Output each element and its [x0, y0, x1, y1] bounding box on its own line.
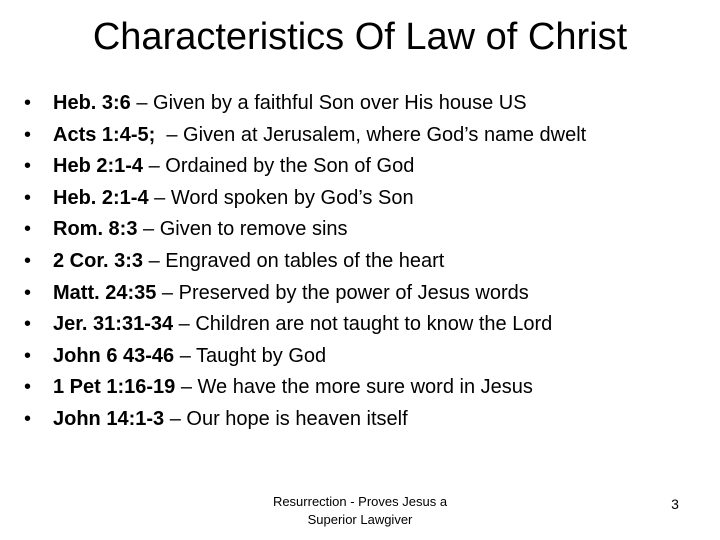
- list-item: [24, 151, 714, 183]
- list-item: [24, 372, 714, 404]
- bullet-text: – Preserved by the power of Jesus words: [156, 281, 529, 304]
- list-item: [24, 120, 714, 152]
- scripture-reference: 2 Cor. 3:3: [53, 249, 144, 272]
- bullet-text: – Word spoken by God’s Son: [148, 186, 414, 209]
- bullet-text: – Ordained by the Son of God: [143, 155, 415, 178]
- bullet-text: – Children are not taught to know the Lord: [173, 313, 553, 336]
- slide-title: Characteristics Of Law of Christ: [92, 16, 628, 58]
- scripture-reference: Acts 1:4-5;: [53, 123, 156, 146]
- scripture-reference: John 14:1-3: [53, 407, 165, 430]
- list-item: [24, 246, 714, 278]
- list-item: [24, 214, 714, 246]
- slide-number: 3: [671, 496, 679, 512]
- bullet-text: – Our hope is heaven itself: [164, 407, 408, 430]
- scripture-reference: Heb. 3:6: [53, 92, 131, 114]
- slide-footer: [240, 493, 480, 529]
- bullet-point-icon: •: [24, 313, 32, 336]
- scripture-reference: Jer. 31:31-34: [53, 313, 174, 336]
- bullet-text: – We have the more sure word in Jesus: [175, 376, 533, 399]
- bullet-text: – Given by a faithful Son over His house US: [130, 92, 527, 114]
- bullet-point-icon: •: [24, 249, 32, 272]
- bullet-text: – Given to remove sins: [137, 218, 348, 241]
- scripture-reference: 1 Pet 1:16-19: [53, 376, 176, 399]
- scripture-reference: Heb 2:1-4: [53, 155, 144, 178]
- bullet-point-icon: •: [24, 186, 32, 209]
- bullet-point-icon: •: [24, 123, 32, 146]
- bullet-point-icon: •: [24, 376, 32, 399]
- scripture-reference: John 6 43-46: [53, 344, 175, 367]
- footer-line-2: Superior Lawgiver: [307, 512, 413, 527]
- bullet-point-icon: •: [24, 344, 32, 367]
- bullet-point-icon: •: [24, 218, 32, 241]
- list-item: [24, 183, 714, 215]
- footer-line-1: Resurrection - Proves Jesus a: [272, 494, 448, 509]
- bullet-point-icon: •: [24, 407, 32, 430]
- list-item: [24, 88, 714, 120]
- list-item: [24, 404, 714, 436]
- scripture-reference: Rom. 8:3: [53, 218, 138, 241]
- bullet-point-icon: •: [24, 281, 32, 304]
- scripture-reference: Heb. 2:1-4: [53, 186, 149, 209]
- list-item: [24, 278, 714, 310]
- list-item: [24, 341, 714, 373]
- bullet-list: [24, 88, 714, 436]
- bullet-point-icon: •: [24, 155, 32, 178]
- bullet-text: – Engraved on tables of the heart: [143, 249, 445, 272]
- bullet-point-icon: •: [24, 92, 32, 114]
- scripture-reference: Matt. 24:35: [53, 281, 157, 304]
- bullet-text: – Given at Jerusalem, where God’s name dwelt: [155, 123, 587, 146]
- bullet-text: – Taught by God: [174, 344, 327, 367]
- list-item: [24, 309, 714, 341]
